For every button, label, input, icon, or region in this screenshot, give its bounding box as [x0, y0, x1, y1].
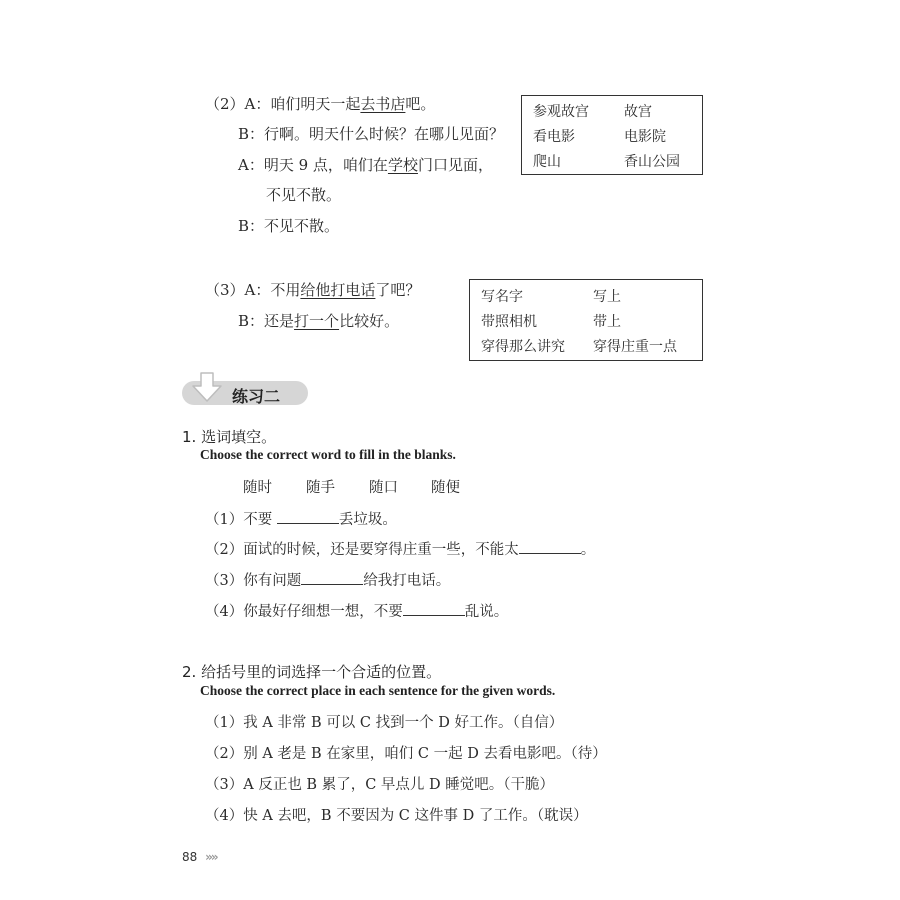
dialogue-2-line-1	[205, 96, 435, 112]
dialogue-3-line-1	[205, 282, 420, 298]
box-cell: 爬山	[533, 154, 561, 170]
fill-blank[interactable]	[519, 539, 581, 554]
dialogue-2-line-5	[238, 218, 339, 234]
dialogue-2-line-4: 不见不散。	[266, 186, 342, 204]
box-cell: 带照相机	[481, 314, 537, 330]
box-cell: 穿得庄重一点	[593, 339, 677, 355]
q1-item-4	[205, 600, 508, 621]
q2-item-1	[205, 711, 563, 732]
text: 行啊。明天什么时候？在哪儿见面？	[264, 125, 505, 143]
word-choice: 随时	[243, 480, 272, 496]
item-number: （4）	[205, 604, 244, 620]
dialogue-3-line-2	[238, 313, 399, 329]
q2-item-3	[205, 773, 554, 794]
q1-item-3	[205, 569, 450, 590]
underlined-phrase: 去书店	[360, 95, 406, 113]
item-number: （1）	[205, 512, 244, 528]
q2-item-4	[205, 804, 588, 825]
speaker: B：	[238, 217, 265, 235]
page-number	[182, 850, 217, 864]
question-1-instruction: Choose the correct word to fill in the blanks.	[200, 447, 456, 462]
speaker: A：	[244, 281, 271, 299]
item-number: （2）	[205, 746, 244, 762]
word-choice: 随口	[369, 480, 398, 496]
text: 给我打电话。	[363, 573, 451, 589]
text: 不见不散。	[264, 217, 340, 235]
section-title: 练习二	[232, 387, 281, 406]
text: 了吧？	[375, 281, 421, 299]
dialogue-2-line-3	[238, 157, 493, 173]
substitution-box-3	[469, 279, 703, 361]
word-choice: 随便	[431, 480, 460, 496]
text: 吧。	[405, 95, 436, 113]
q1-item-2	[205, 538, 595, 559]
text: 还是	[264, 312, 295, 330]
speaker: B：	[238, 125, 265, 143]
substitution-box-2	[521, 95, 703, 175]
text: 你有问题	[243, 573, 302, 589]
q2-item-2	[205, 742, 607, 763]
text: 面试的时候，还是要穿得庄重一些，不能太	[243, 542, 519, 558]
text: 别 A 老是 B 在家里，咱们 C 一起 D 去看电影吧。（待）	[243, 746, 607, 762]
fill-blank[interactable]	[403, 601, 465, 616]
text: 不用	[270, 281, 301, 299]
question-2-instruction: Choose the correct place in each sentence for the given words.	[200, 683, 556, 698]
item-number: （4）	[205, 808, 244, 824]
double-chevron-icon: »»	[205, 850, 217, 864]
box-cell: 带上	[593, 314, 621, 330]
underlined-phrase: 打一个	[294, 312, 340, 330]
text: 比较好。	[339, 312, 400, 330]
word-choice: 随手	[306, 480, 335, 496]
text: 咱们明天一起	[270, 95, 361, 113]
underlined-phrase: 给他打电话	[300, 281, 376, 299]
item-number: （3）	[205, 573, 244, 589]
page-number-text: 88	[182, 850, 198, 864]
down-arrow-icon	[190, 371, 224, 407]
speaker: A：	[244, 95, 271, 113]
question-2-title: 2. 给括号里的词选择一个合适的位置。	[182, 663, 442, 681]
dialogue-2-line-2	[238, 126, 504, 142]
box-cell: 写名字	[481, 289, 523, 305]
box-cell: 参观故宫	[533, 104, 589, 120]
question-1-title: 1. 选词填空。	[182, 428, 277, 446]
box-cell: 故宫	[624, 104, 652, 120]
box-cell: 穿得那么讲究	[481, 339, 565, 355]
fill-blank[interactable]	[277, 509, 339, 524]
text: 丢垃圾。	[338, 512, 397, 528]
speaker: A：	[238, 156, 264, 174]
q1-item-1	[205, 508, 397, 529]
box-cell: 写上	[593, 289, 621, 305]
text: 乱说。	[464, 604, 509, 620]
text: 快 A 去吧，B 不要因为 C 这件事 D 了工作。（耽误）	[243, 808, 588, 824]
box-cell: 香山公园	[624, 154, 680, 170]
text: 门口见面，	[417, 156, 493, 174]
item-number: （2）	[205, 95, 245, 113]
item-number: （3）	[205, 777, 244, 793]
box-cell: 看电影	[533, 129, 575, 145]
item-number: （1）	[205, 715, 244, 731]
text: 你最好仔细想一想，不要	[243, 604, 403, 620]
text: 我 A 非常 B 可以 C 找到一个 D 好工作。（自信）	[243, 715, 564, 731]
text: 不要	[243, 512, 277, 528]
fill-blank[interactable]	[301, 570, 363, 585]
item-number: （3）	[205, 281, 245, 299]
text: 明天 9 点，咱们在	[263, 156, 388, 174]
underlined-phrase: 学校	[387, 156, 418, 174]
text: 。	[580, 542, 596, 558]
item-number: （2）	[205, 542, 244, 558]
text: A 反正也 B 累了，C 早点儿 D 睡觉吧。（干脆）	[243, 777, 554, 793]
box-cell: 电影院	[624, 129, 666, 145]
speaker: B：	[238, 312, 265, 330]
